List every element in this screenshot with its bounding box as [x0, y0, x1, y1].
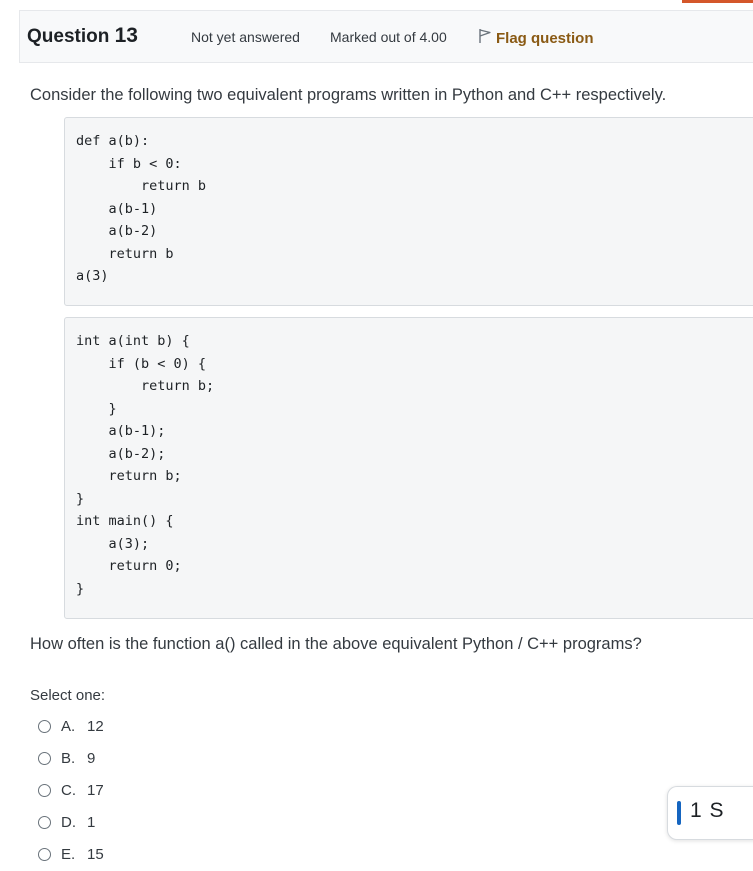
question-ask: How often is the function a() called in the above equivalent Python / C++ programs?: [30, 635, 642, 653]
option-letter: B.: [61, 750, 76, 767]
answer-option-b[interactable]: [38, 750, 95, 767]
option-letter: C.: [61, 782, 76, 799]
radio-button[interactable]: [38, 720, 51, 733]
question-info-bar: [19, 10, 753, 63]
radio-button[interactable]: [38, 816, 51, 829]
timer-text: 1 S: [690, 799, 725, 822]
flag-question-button[interactable]: [478, 28, 594, 49]
question-intro: Consider the following two equivalent programs written in Python and C++ respectively.: [30, 86, 667, 104]
question-word: Question: [27, 26, 110, 47]
python-code-block: [64, 117, 753, 306]
question-number: 13: [114, 24, 138, 47]
question-number-label: [27, 24, 138, 48]
option-value: 1: [87, 814, 96, 831]
flag-icon: [478, 28, 492, 49]
option-letter: A.: [61, 718, 76, 735]
option-value: 12: [87, 718, 104, 735]
answer-option-c[interactable]: [38, 782, 104, 799]
option-value: 17: [87, 782, 104, 799]
option-value: 9: [87, 750, 96, 767]
radio-button[interactable]: [38, 848, 51, 861]
cpp-code: int a(int b) { if (b < 0) { return b; } a(b-1); a(b-2); return b; } int main() { a(3); return 0; }: [76, 333, 215, 597]
radio-button[interactable]: [38, 752, 51, 765]
select-one-prompt: Select one:: [30, 687, 106, 704]
question-state: Not yet answered: [191, 29, 300, 45]
option-letter: D.: [61, 814, 76, 831]
timer-accent-bar: [677, 801, 681, 825]
radio-button[interactable]: [38, 784, 51, 797]
top-accent-bar: [682, 0, 753, 3]
cpp-code-block: [64, 317, 753, 619]
answer-option-e[interactable]: [38, 846, 104, 863]
question-marks: Marked out of 4.00: [330, 29, 447, 45]
option-letter: E.: [61, 846, 76, 863]
answer-option-d[interactable]: [38, 814, 95, 831]
flag-question-label: Flag question: [496, 30, 594, 47]
answer-option-a[interactable]: [38, 718, 104, 735]
timer-widget[interactable]: [667, 786, 753, 840]
python-code: def a(b): if b < 0: return b a(b-1) a(b-2) return b a(3): [76, 133, 207, 284]
option-value: 15: [87, 846, 104, 863]
